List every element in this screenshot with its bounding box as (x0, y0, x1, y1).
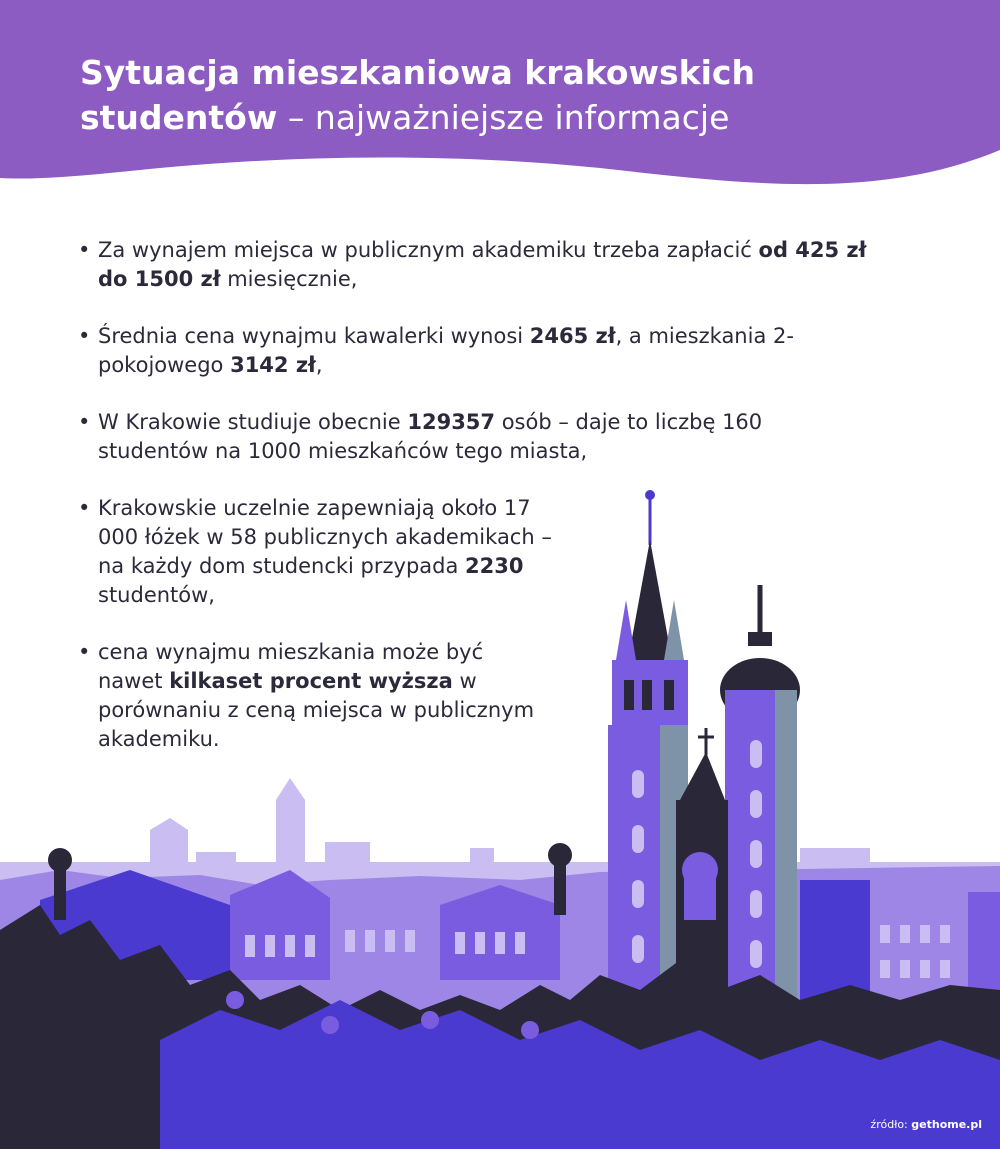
list-item (78, 408, 868, 466)
bullet: • (78, 640, 91, 664)
point-text: cena wynajmu mieszkania może być nawet (98, 640, 484, 693)
point-text: Za wynajem miejsca w publicznym akademiku trzeba zapłacić (98, 238, 759, 262)
point-highlight: 2465 zł (529, 324, 616, 348)
point-highlight: 129357 (407, 410, 496, 434)
list-item (78, 236, 868, 294)
title-bold: Sytuacja mieszkaniowa krakowskich studentów (80, 53, 755, 137)
krakow-skyline-illustration (0, 470, 1000, 1149)
page-title (80, 50, 940, 140)
point-highlight: kilkaset procent wyższa (169, 669, 453, 693)
point-text: , (315, 353, 323, 377)
list-item (78, 322, 868, 380)
point-text: studentów, (98, 583, 215, 607)
point-highlight: 3142 zł (230, 353, 316, 377)
point-text: W Krakowie studiuje obecnie (98, 410, 408, 434)
point-highlight: od 425 zł do 1500 zł (98, 238, 867, 291)
source-value: gethome.pl (911, 1118, 982, 1131)
bullet: • (78, 238, 91, 262)
point-text: , a mieszkania 2-pokojowego (98, 324, 794, 377)
point-text: osób – daje to liczbę 160 studentów na 1000 mieszkańców tego miasta, (98, 410, 763, 463)
point-text: Krakowskie uczelnie zapewniają około 17 000 łóżek w 58 publicznych akademikach – na każdy dom studencki przypada (98, 496, 552, 578)
point-text: miesięcznie, (220, 267, 358, 291)
title-rest: – najważniejsze informacje (277, 98, 730, 137)
point-text: w porównaniu z ceną miejsca w publicznym akademiku. (98, 669, 535, 751)
source-label: źródło: (870, 1118, 908, 1131)
source-note (870, 1118, 982, 1131)
bullet: • (78, 496, 91, 520)
point-highlight: 2230 (465, 554, 524, 578)
point-text: Średnia cena wynajmu kawalerki wynosi (98, 324, 530, 348)
bullet: • (78, 410, 91, 434)
bullet: • (78, 324, 91, 348)
